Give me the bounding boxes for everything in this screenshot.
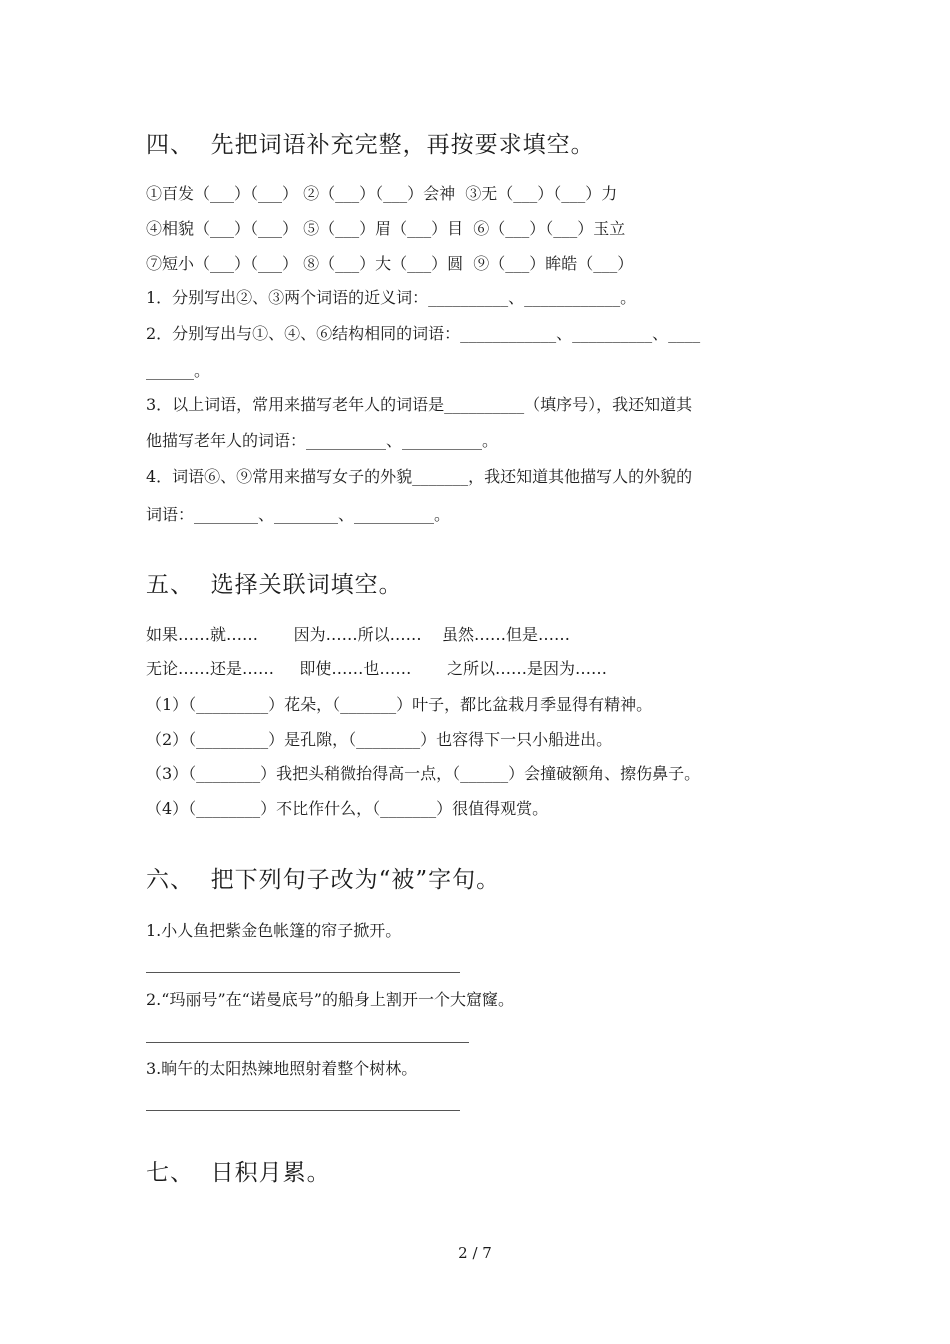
section-7-title: 七、 日积月累。 (146, 1160, 331, 1186)
fill-item: （3）（________）我把头稍微抬得高一点，（______）会撞破额角、擦伤鼻子。 (146, 764, 701, 783)
answer-line (146, 972, 460, 973)
question-line: 4．词语⑥、⑨常用来描写女子的外貌_______，我还知道其他描写人的外貌的 (146, 467, 693, 486)
question-line: 3．以上词语，常用来描写老年人的词语是__________（填序号），我还知道其 (146, 395, 693, 414)
word-fill-row: ④相貌（___）（___） ⑤（___）眉（___）目 ⑥（___）（___）玉立 (146, 219, 626, 238)
fill-item: （1）（_________）花朵，（_______）叶子，都比盆栽月季显得有精神。 (146, 695, 653, 714)
word-fill-row: ⑦短小（___）（___） ⑧（___）大（___）圆 ⑨（___）眸皓（___） (146, 254, 634, 273)
question-line: 2．分别写出与①、④、⑥结构相同的词语：____________、__________、____ (146, 324, 701, 343)
question-line: 词语：________、________、__________。 (146, 505, 451, 524)
sentence: 1.小人鱼把紫金色帐篷的帘子掀开。 (146, 921, 402, 940)
section-6-title: 六、 把下列句子改为“被”字句。 (146, 867, 501, 893)
sentence: 2.“玛丽号”在“诺曼底号”的船身上割开一个大窟窿。 (146, 990, 514, 1009)
section-4-title: 四、 先把词语补充完整，再按要求填空。 (146, 132, 595, 158)
conjunction-options: 无论……还是…… 即使……也…… 之所以……是因为…… (146, 659, 608, 678)
sentence: 3.晌午的太阳热辣地照射着整个树林。 (146, 1059, 418, 1078)
fill-item: （4）（________）不比作什么，（_______）很值得观赏。 (146, 799, 549, 818)
question-line: ______。 (146, 361, 211, 380)
section-5-title: 五、 选择关联词填空。 (146, 572, 403, 598)
word-fill-row: ①百发（___）（___） ②（___）（___）会神 ③无（___）（___）力 (146, 184, 618, 203)
answer-line (146, 1042, 469, 1043)
conjunction-options: 如果……就…… 因为……所以…… 虽然……但是…… (146, 625, 570, 644)
question-line: 他描写老年人的词语：__________、__________。 (146, 431, 499, 450)
question-line: 1．分别写出②、③两个词语的近义词：__________、____________。 (146, 288, 637, 307)
fill-item: （2）（_________）是孔隙，（________）也容得下一只小船进出。 (146, 730, 613, 749)
page-number: 2 / 7 (458, 1244, 492, 1262)
answer-line (146, 1110, 460, 1111)
